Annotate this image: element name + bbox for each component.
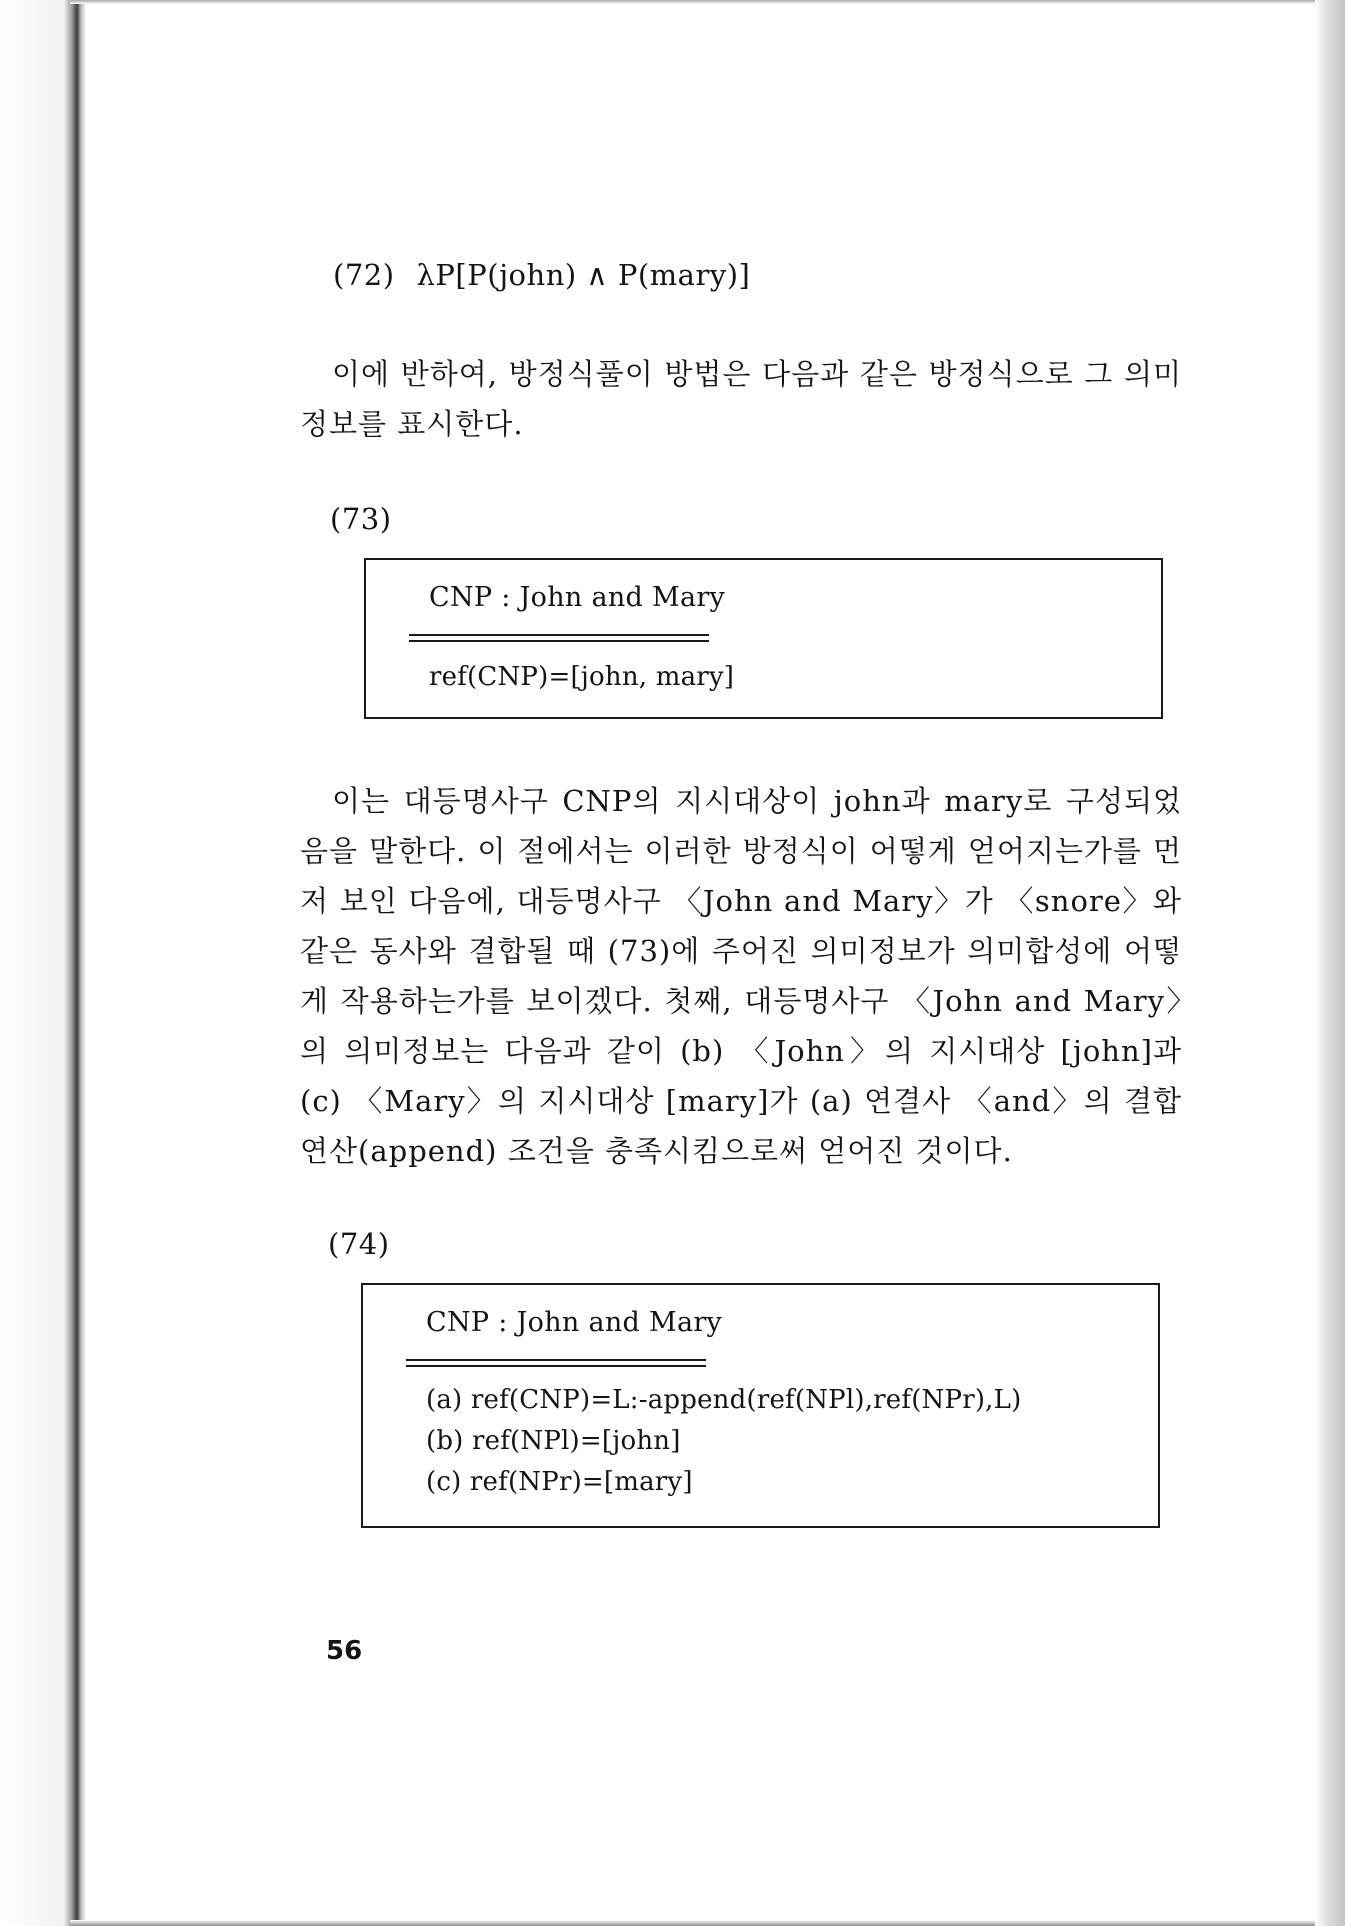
example-73-box <box>364 558 1163 719</box>
formula-72 <box>333 258 750 292</box>
page-bottom-edge <box>70 1920 1315 1926</box>
example-74-line-b: (b) ref(NPl)=[john] <box>426 1426 681 1456</box>
example-73-label: (73) <box>330 502 392 536</box>
example-74-box <box>361 1283 1160 1528</box>
example-74-line-a: (a) ref(CNP)=L:-append(ref(NPl),ref(NPr),L) <box>426 1385 1022 1415</box>
double-rule <box>406 1359 706 1367</box>
example-74-line-c: (c) ref(NPr)=[mary] <box>426 1467 693 1497</box>
page-top-edge <box>70 0 1315 4</box>
paragraph-1: 이에 반하여, 방정식풀이 방법은 다음과 같은 방정식으로 그 의미정보를 표시한다. <box>300 357 1182 441</box>
page-number: 56 <box>326 1636 363 1666</box>
paragraph-2: 이는 대등명사구 CNP의 지시대상이 john과 mary로 구성되었음을 말한다. 이 절에서는 이러한 방정식이 어떻게 얻어지는가를 먼저 보인 다음에, 대등명사구 〈John and Mary〉가 〈snore〉와 같은 동사와 결합될 때 (73)에 주어진 의미정보가 의미합성에 어떻게 작용하는가를 보이겠다. 첫째, 대등명사구 〈John and Mary〉의 의미정보는 다음과 같이 (b) 〈John〉의 지시대상 [john]과 (c) 〈Mary〉의 지시대상 [mary]가 (a) 연결사 〈and〉의 결합연산(append) 조건을 충족시킴으로써 얻어진 것이다. <box>300 784 1182 1168</box>
example-74-header: CNP : John and Mary <box>426 1307 723 1338</box>
example-74-label: (74) <box>328 1227 390 1261</box>
example-73-line: ref(CNP)=[john, mary] <box>429 662 735 692</box>
page-right-edge <box>1315 0 1345 1926</box>
book-binding-edge <box>0 0 86 1926</box>
example-73-header: CNP : John and Mary <box>429 582 726 613</box>
formula-expression: λP[P(john) ∧ P(mary)] <box>416 258 751 292</box>
double-rule <box>409 634 709 642</box>
formula-number: (72) <box>333 258 395 292</box>
